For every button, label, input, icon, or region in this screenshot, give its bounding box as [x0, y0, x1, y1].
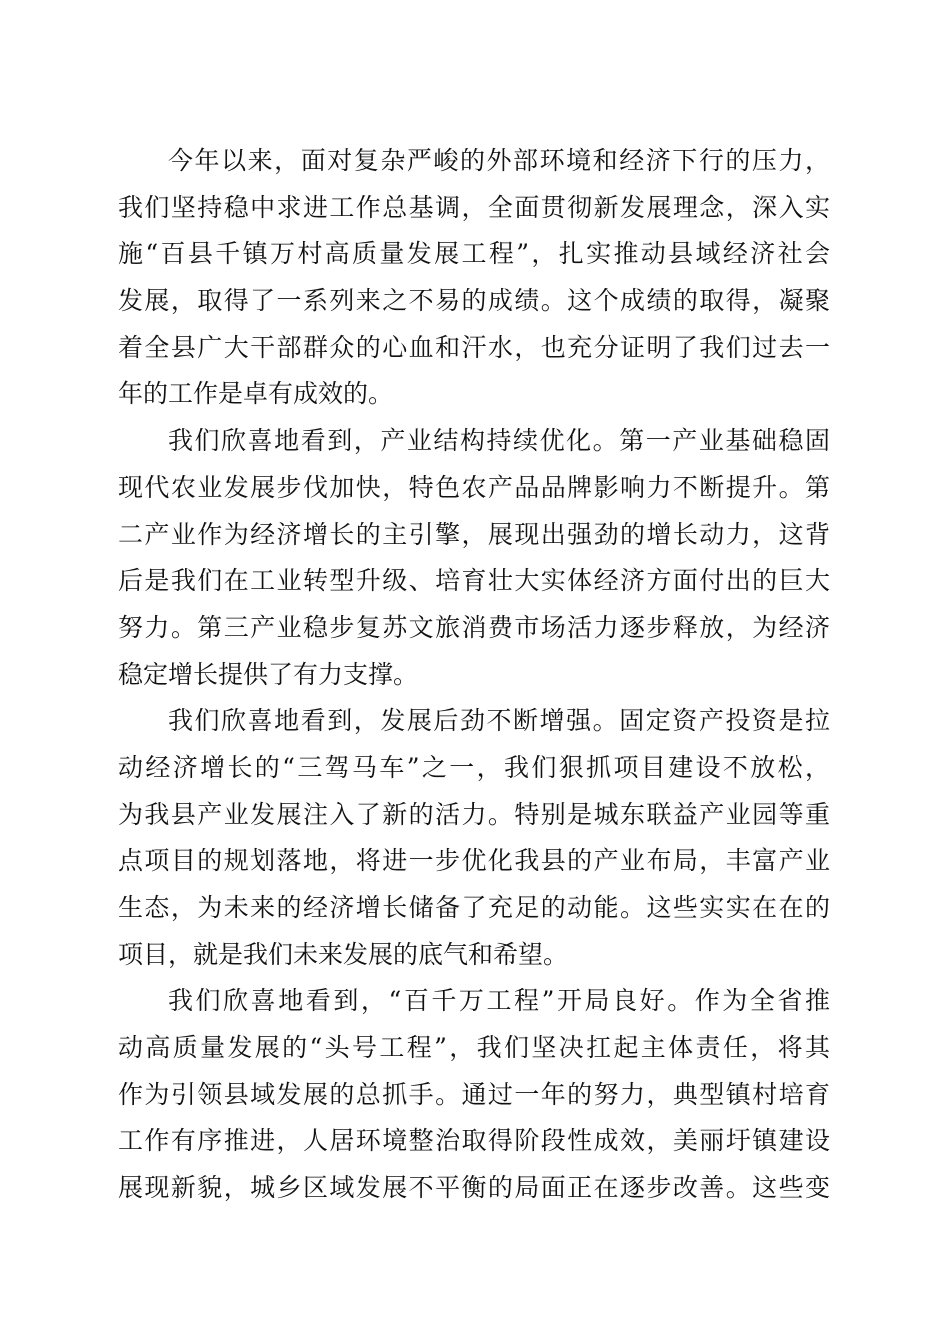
- text-line: 生态，为未来的经济增长储备了充足的动能。这些实实在在的: [118, 893, 830, 922]
- text-line: 作为引领县域发展的总抓手。通过一年的努力，典型镇村培育: [118, 1079, 830, 1109]
- text-line: 项目，就是我们未来发展的底气和希望。: [118, 939, 569, 969]
- text-line: 我们欣喜地看到，“百千万工程”开局良好。作为全省推: [168, 986, 830, 1016]
- text-line: 着全县广大干部群众的心血和汗水，也充分证明了我们过去一: [118, 332, 830, 362]
- text-line: 我们欣喜地看到，产业结构持续优化。第一产业基础稳固: [168, 426, 830, 456]
- text-line: 工作有序推进，人居环境整治取得阶段性成效，美丽圩镇建设: [118, 1126, 830, 1156]
- text-line: 年的工作是卓有成效的。: [118, 379, 394, 409]
- text-line: 努力。第三产业稳步复苏文旅消费市场活力逐步释放，为经济: [118, 612, 830, 642]
- text-line: 动高质量发展的“头号工程”，我们坚决扛起主体责任，将其: [118, 1033, 830, 1063]
- text-line: 为我县产业发展注入了新的活力。特别是城东联益产业园等重: [118, 799, 830, 829]
- text-line: 施“百县千镇万村高质量发展工程”，扎实推动县域经济社会: [118, 239, 830, 269]
- text-line: 展现新貌，城乡区域发展不平衡的局面正在逐步改善。这些变: [118, 1173, 830, 1203]
- text-line: 动经济增长的“三驾马车”之一，我们狠抓项目建设不放松，: [118, 752, 830, 782]
- text-line: 后是我们在工业转型升级、培育壮大实体经济方面付出的巨大: [118, 566, 830, 596]
- text-line: 发展，取得了一系列来之不易的成绩。这个成绩的取得，凝聚: [118, 286, 830, 316]
- paragraph-1: [118, 138, 830, 418]
- text-line: 我们坚持稳中求进工作总基调，全面贯彻新发展理念，深入实: [118, 192, 830, 222]
- text-line: 今年以来，面对复杂严峻的外部环境和经济下行的压力，: [168, 146, 830, 175]
- document-body: [118, 138, 830, 1212]
- text-line: 点项目的规划落地，将进一步优化我县的产业布局，丰富产业: [118, 846, 830, 876]
- text-line: 现代农业发展步伐加快，特色农产品品牌影响力不断提升。第: [118, 472, 830, 502]
- paragraph-2: [118, 418, 830, 698]
- text-line: 我们欣喜地看到，发展后劲不断增强。固定资产投资是拉: [168, 706, 830, 736]
- text-line: 稳定增长提供了有力支撑。: [118, 659, 419, 689]
- paragraph-4: [118, 978, 830, 1211]
- paragraph-3: [118, 698, 830, 978]
- text-line: 二产业作为经济增长的主引擎，展现出强劲的增长动力，这背: [118, 519, 830, 549]
